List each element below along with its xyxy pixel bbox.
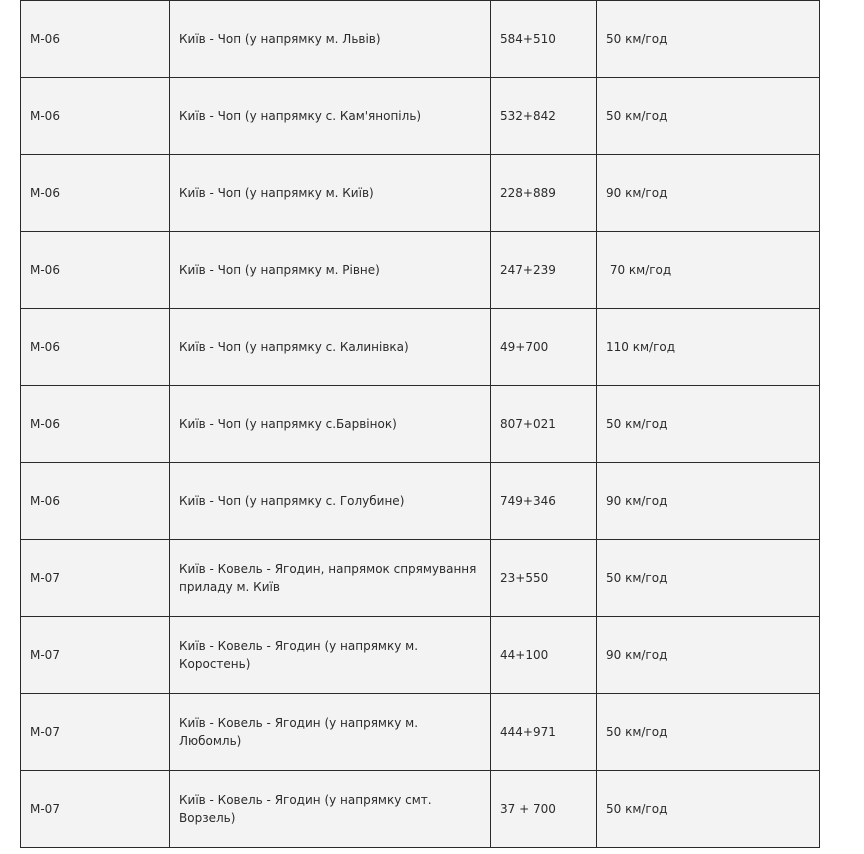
route-cell: Київ - Ковель - Ягодин (у напрямку м. Любомль)	[170, 694, 491, 771]
kilometer-cell: 228+889	[491, 155, 597, 232]
kilometer-cell: 44+100	[491, 617, 597, 694]
table-row	[21, 386, 820, 463]
road-code-cell: М-06	[21, 1, 170, 78]
speed-camera-table	[20, 0, 820, 848]
kilometer-cell: 23+550	[491, 540, 597, 617]
table-row	[21, 771, 820, 848]
road-code-cell: М-06	[21, 232, 170, 309]
road-code-cell: М-06	[21, 155, 170, 232]
route-cell: Київ - Ковель - Ягодин (у напрямку м. Коростень)	[170, 617, 491, 694]
kilometer-cell: 37 + 700	[491, 771, 597, 848]
table-row	[21, 155, 820, 232]
route-cell: Київ - Ковель - Ягодин, напрямок спрямування приладу м. Київ	[170, 540, 491, 617]
kilometer-cell: 444+971	[491, 694, 597, 771]
speed-camera-table-container	[20, 0, 819, 848]
speed-limit-cell: 90 км/год	[597, 463, 820, 540]
road-code-cell: М-06	[21, 463, 170, 540]
speed-limit-cell: 50 км/год	[597, 386, 820, 463]
kilometer-cell: 807+021	[491, 386, 597, 463]
speed-limit-cell: 110 км/год	[597, 309, 820, 386]
speed-limit-cell: 50 км/год	[597, 694, 820, 771]
kilometer-cell: 584+510	[491, 1, 597, 78]
route-cell: Київ - Чоп (у напрямку с. Голубине)	[170, 463, 491, 540]
road-code-cell: М-06	[21, 309, 170, 386]
table-row	[21, 78, 820, 155]
route-cell: Київ - Чоп (у напрямку м. Київ)	[170, 155, 491, 232]
road-code-cell: М-07	[21, 771, 170, 848]
road-code-cell: М-07	[21, 694, 170, 771]
speed-limit-cell: 50 км/год	[597, 1, 820, 78]
table-row	[21, 540, 820, 617]
road-code-cell: М-07	[21, 617, 170, 694]
speed-limit-cell: 70 км/год	[597, 232, 820, 309]
road-code-cell: М-06	[21, 78, 170, 155]
table-row	[21, 694, 820, 771]
table-body	[21, 1, 820, 848]
table-row	[21, 232, 820, 309]
route-cell: Київ - Чоп (у напрямку с. Кам'янопіль)	[170, 78, 491, 155]
kilometer-cell: 49+700	[491, 309, 597, 386]
speed-limit-cell: 50 км/год	[597, 771, 820, 848]
kilometer-cell: 247+239	[491, 232, 597, 309]
route-cell: Київ - Чоп (у напрямку с. Калинівка)	[170, 309, 491, 386]
road-code-cell: М-07	[21, 540, 170, 617]
table-row	[21, 617, 820, 694]
route-cell: Київ - Чоп (у напрямку м. Львів)	[170, 1, 491, 78]
road-code-cell: М-06	[21, 386, 170, 463]
speed-limit-cell: 90 км/год	[597, 155, 820, 232]
route-cell: Київ - Чоп (у напрямку с.Барвінок)	[170, 386, 491, 463]
table-row	[21, 309, 820, 386]
speed-limit-cell: 90 км/год	[597, 617, 820, 694]
table-row	[21, 463, 820, 540]
table-row	[21, 1, 820, 78]
speed-limit-cell: 50 км/год	[597, 540, 820, 617]
route-cell: Київ - Чоп (у напрямку м. Рівне)	[170, 232, 491, 309]
kilometer-cell: 532+842	[491, 78, 597, 155]
route-cell: Київ - Ковель - Ягодин (у напрямку смт. Ворзель)	[170, 771, 491, 848]
kilometer-cell: 749+346	[491, 463, 597, 540]
speed-limit-cell: 50 км/год	[597, 78, 820, 155]
